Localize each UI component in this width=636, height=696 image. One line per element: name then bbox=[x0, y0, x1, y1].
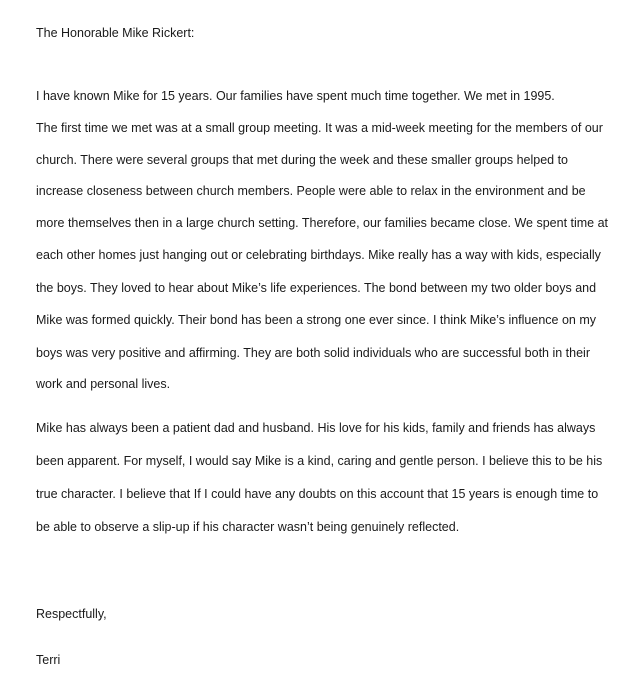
paragraph-line: true character. I believe that If I could have any doubts on this account that 15 years is enough time to bbox=[36, 487, 599, 501]
paragraph-line: work and personal lives. bbox=[36, 377, 171, 391]
paragraph-line: more themselves then in a large church setting. Therefore, our families became close. We spent time at bbox=[36, 216, 609, 230]
paragraph-line: boys was very positive and affirming. They are both solid individuals who are successful both in their bbox=[36, 346, 590, 360]
paragraph-line: been apparent. For myself, I would say Mike is a kind, caring and gentle person. I believe this to be his bbox=[36, 454, 603, 468]
paragraph-line: each other homes just hanging out or celebrating birthdays. Mike really has a way with kids, especially bbox=[36, 248, 601, 262]
paragraph-line: be able to observe a slip-up if his character wasn’t being genuinely reflected. bbox=[36, 520, 460, 534]
paragraph-line: church. There were several groups that met during the week and these smaller groups helped to bbox=[36, 153, 569, 167]
paragraph-line: increase closeness between church members. People were able to relax in the environment and be bbox=[36, 184, 586, 198]
paragraph-line: the boys. They loved to hear about Mike’s life experiences. The bond between my two older boys and bbox=[36, 281, 597, 295]
paragraph-line: Mike has always been a patient dad and husband. His love for his kids, family and friends has always bbox=[36, 421, 596, 435]
closing: Respectfully, bbox=[36, 607, 107, 621]
paragraph-line: Mike was formed quickly. Their bond has been a strong one ever since. I think Mike’s influence on my bbox=[36, 313, 597, 327]
paragraph-line: I have known Mike for 15 years. Our families have spent much time together. We met in 1995. bbox=[36, 89, 555, 103]
signature: Terri bbox=[36, 653, 61, 667]
paragraph-line: The first time we met was at a small group meeting. It was a mid-week meeting for the members of our bbox=[36, 121, 603, 135]
salutation: The Honorable Mike Rickert: bbox=[36, 26, 195, 40]
